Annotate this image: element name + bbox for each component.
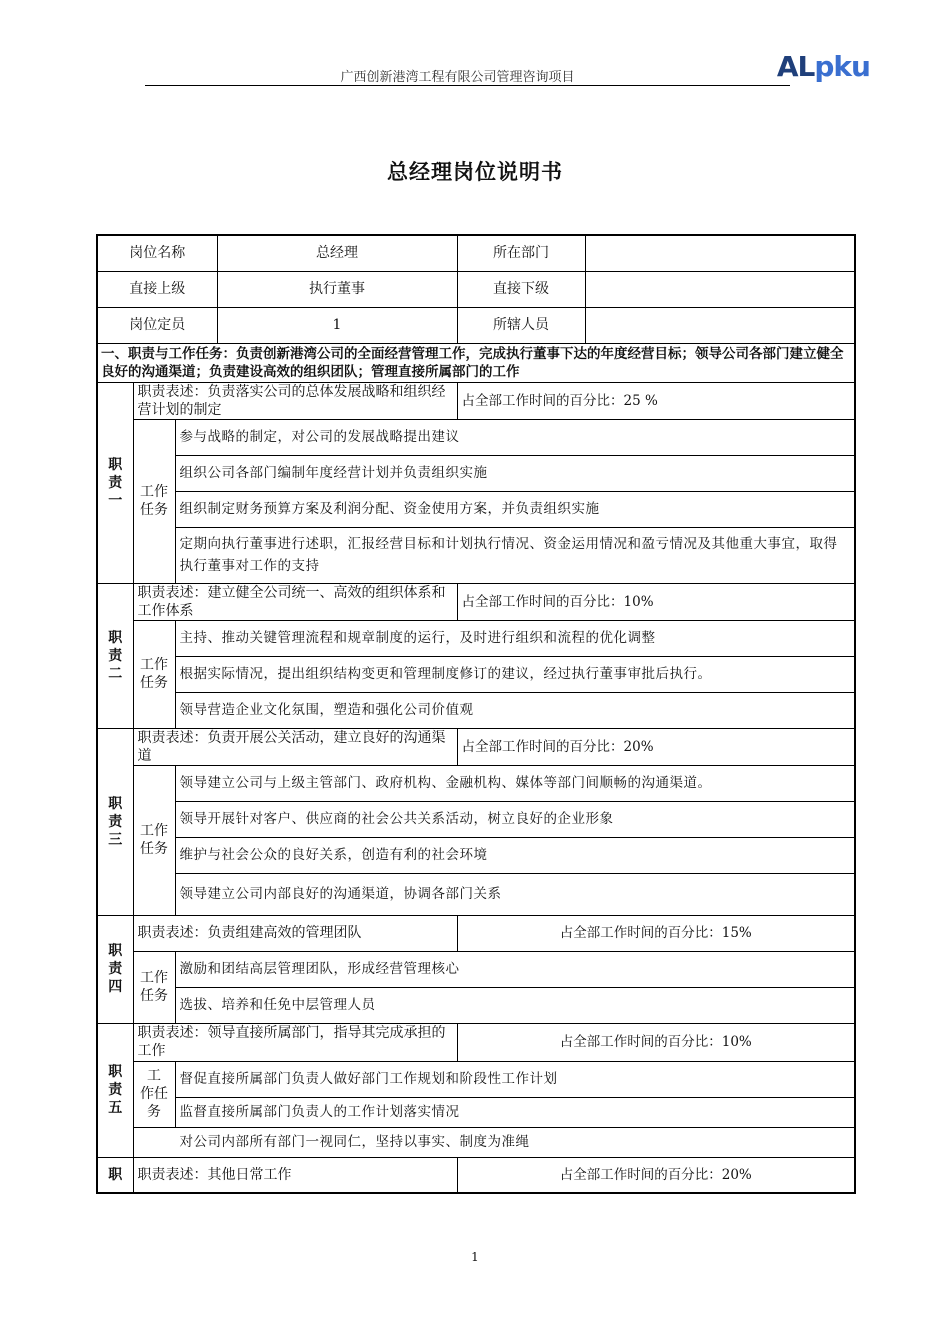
duty-1-task-row	[97, 527, 855, 583]
duty-1-task-2: 组织公司各部门编制年度经营计划并负责组织实施	[175, 455, 855, 491]
duty-2-task-label-text: 工作任务	[140, 657, 168, 691]
duty-2-task-row	[97, 692, 855, 728]
value-headcount: 1	[217, 307, 457, 343]
header-divider	[145, 85, 790, 86]
value-direct-subordinate	[585, 271, 855, 307]
duty-4-task-row	[97, 951, 855, 987]
basic-info-row-3	[97, 307, 855, 343]
duty-3-label-text: 职责三	[108, 795, 123, 848]
duty-2-task-2: 根据实际情况，提出组织结构变更和管理制度修订的建议，经过执行董事审批后执行。	[175, 656, 855, 692]
duty-1-task-row	[97, 455, 855, 491]
duty-4-task-row	[97, 987, 855, 1023]
value-staff-managed	[585, 307, 855, 343]
job-description-table	[96, 234, 856, 1194]
duty-4-task-label-text: 工作任务	[140, 970, 168, 1004]
value-department	[585, 235, 855, 271]
duty-4-label-text: 职责四	[108, 943, 123, 995]
duty-3-task-row	[97, 801, 855, 837]
duty-4-task-2: 选拔、培养和任免中层管理人员	[175, 987, 855, 1023]
duty-5-task-label-text: 工 作任务	[140, 1068, 168, 1120]
duty-2-task-row	[97, 620, 855, 656]
duty-4-task-label	[133, 951, 175, 1023]
duty-4-statement-row	[97, 915, 855, 951]
duty-2-task-label	[133, 620, 175, 728]
duty-3-task-label	[133, 765, 175, 915]
value-position-name: 总经理	[217, 235, 457, 271]
duty-5-label-text: 职责五	[108, 1064, 123, 1116]
duty-5-task-2: 监督直接所属部门负责人的工作计划落实情况	[175, 1097, 855, 1127]
logo-part-b: pku	[814, 50, 870, 83]
duty-1-task-3: 组织制定财务预算方案及利润分配、资金使用方案，并负责组织实施	[175, 491, 855, 527]
value-direct-superior: 执行董事	[217, 271, 457, 307]
document-title: 总经理岗位说明书	[387, 160, 563, 184]
duty-3-task-1: 领导建立公司与上级主管部门、政府机构、金融机构、媒体等部门间顺畅的沟通渠道。	[175, 765, 855, 801]
duty-3-task-label-text: 工作任务	[140, 823, 168, 857]
duty-3-task-2: 领导开展针对客户、供应商的社会公共关系活动，树立良好的企业形象	[175, 801, 855, 837]
duty-1-label-text: 职责一	[108, 456, 123, 509]
duty-3-task-row	[97, 873, 855, 915]
duty-1-statement-row	[97, 382, 855, 419]
label-direct-subordinate: 直接下级	[457, 271, 585, 307]
duty-5-task-label	[133, 1061, 175, 1127]
duty-1-task-4: 定期向执行董事进行述职，汇报经营目标和计划执行情况、资金运用情况和盈亏情况及其他重大事宜，取得执行董事对工作的支持	[175, 527, 855, 583]
duty-1-statement: 职责表述：负责落实公司的总体发展战略和组织经营计划的制定	[133, 382, 457, 419]
duty-1-task-1: 参与战略的制定，对公司的发展战略提出建议	[175, 419, 855, 455]
duty-3-task-row	[97, 765, 855, 801]
duty-1-task-label-text: 工作任务	[140, 484, 168, 518]
duty-5-task-row	[97, 1061, 855, 1097]
page-header	[145, 50, 870, 86]
duty-1-percent: 占全部工作时间的百分比：25 %	[457, 382, 855, 419]
duty-5-task-1: 督促直接所属部门负责人做好部门工作规划和阶段性工作计划	[175, 1061, 855, 1097]
duty-4-task-1: 激励和团结高层管理团队，形成经营管理核心	[175, 951, 855, 987]
duty-5-statement: 职责表述：领导直接所属部门，指导其完成承担的工作	[133, 1023, 457, 1061]
duty-4-percent: 占全部工作时间的百分比：15%	[457, 915, 855, 951]
basic-info-row-1	[97, 235, 855, 271]
logo-part-a: AL	[776, 50, 815, 83]
duty-2-label-text: 职责二	[108, 629, 123, 682]
duty-5-percent: 占全部工作时间的百分比：10%	[457, 1023, 855, 1061]
duty-6-label-text: 职	[108, 1166, 123, 1183]
company-logo	[777, 50, 870, 83]
header-project-title: 广西创新港湾工程有限公司管理咨询项目	[340, 70, 575, 85]
duty-5-label	[97, 1023, 133, 1157]
label-staff-managed: 所辖人员	[457, 307, 585, 343]
duty-6-percent: 占全部工作时间的百分比：20%	[457, 1157, 855, 1193]
duty-4-statement: 职责表述：负责组建高效的管理团队	[133, 915, 457, 951]
duty-2-task-1: 主持、推动关键管理流程和规章制度的运行，及时进行组织和流程的优化调整	[175, 620, 855, 656]
duty-4-label	[97, 915, 133, 1023]
duty-2-task-3: 领导营造企业文化氛围，塑造和强化公司价值观	[175, 692, 855, 728]
duty-1-task-row	[97, 491, 855, 527]
duty-3-task-3: 维护与社会公众的良好关系，创造有利的社会环境	[175, 837, 855, 873]
section-heading: 一、职责与工作任务：负责创新港湾公司的全面经营管理工作，完成执行董事下达的年度经营目标；领导公司各部门建立健全良好的沟通渠道；负责建设高效的组织团队；管理直接所属部门的工作	[97, 343, 855, 382]
duty-2-label	[97, 583, 133, 728]
duty-6-statement: 职责表述：其他日常工作	[133, 1157, 457, 1193]
duty-3-task-4: 领导建立公司内部良好的沟通渠道，协调各部门关系	[175, 873, 855, 915]
duty-5-task-row	[97, 1097, 855, 1127]
duty-2-percent: 占全部工作时间的百分比：10%	[457, 583, 855, 620]
page-number: 1	[471, 1250, 479, 1264]
duty-3-task-row	[97, 837, 855, 873]
duty-5-task-row	[97, 1127, 855, 1157]
duty-3-statement: 职责表述：负责开展公关活动，建立良好的沟通渠道	[133, 728, 457, 765]
section-heading-row	[97, 343, 855, 382]
duty-1-task-label	[133, 419, 175, 583]
duty-3-label	[97, 728, 133, 915]
duty-2-task-row	[97, 656, 855, 692]
duty-2-statement: 职责表述：建立健全公司统一、高效的组织体系和工作体系	[133, 583, 457, 620]
duty-5-task-3: 对公司内部所有部门一视同仁，坚持以事实、制度为准绳	[133, 1127, 855, 1157]
label-department: 所在部门	[457, 235, 585, 271]
label-headcount: 岗位定员	[97, 307, 217, 343]
duty-1-task-row	[97, 419, 855, 455]
label-position-name: 岗位名称	[97, 235, 217, 271]
label-direct-superior: 直接上级	[97, 271, 217, 307]
duty-3-percent: 占全部工作时间的百分比：20%	[457, 728, 855, 765]
duty-3-statement-row	[97, 728, 855, 765]
duty-6-statement-row	[97, 1157, 855, 1193]
duty-6-label	[97, 1157, 133, 1193]
duty-2-statement-row	[97, 583, 855, 620]
basic-info-row-2	[97, 271, 855, 307]
duty-5-statement-row	[97, 1023, 855, 1061]
duty-1-label	[97, 382, 133, 583]
